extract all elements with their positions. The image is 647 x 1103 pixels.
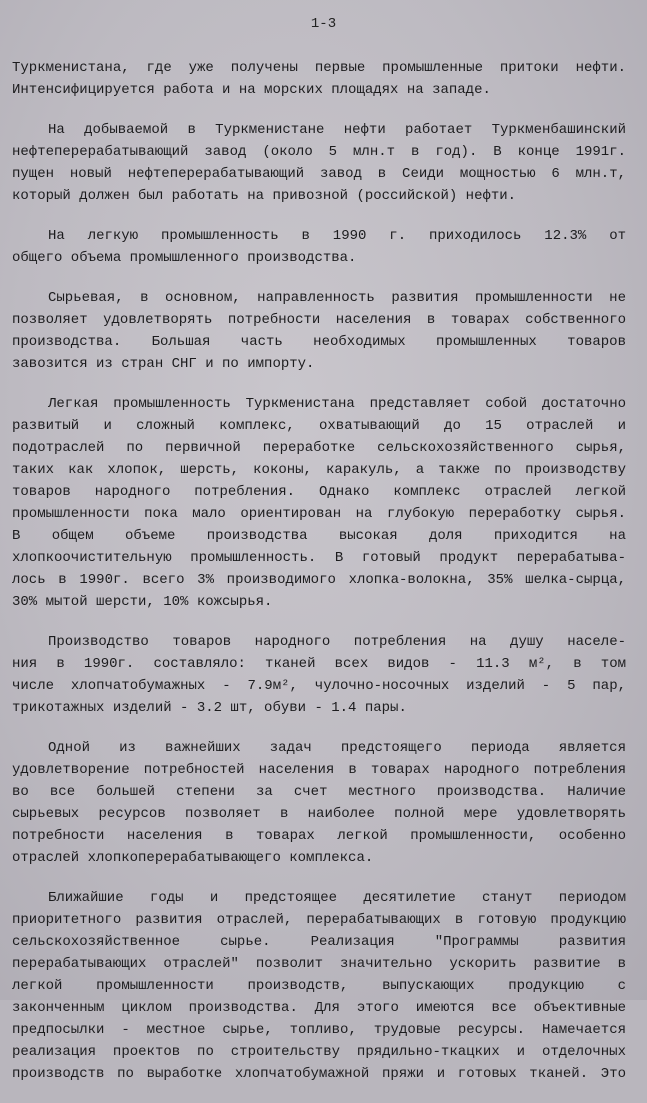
text-line: Производство товаров народного потребления на душу населе-: [48, 634, 626, 650]
text-line: предпосылки - местное сырье, топливо, трудовые ресурсы. Намечается: [12, 1022, 626, 1038]
text-line: потребности населения в товарах легкой промышленности, особенно: [12, 828, 626, 844]
paragraph: [12, 393, 626, 613]
text-line: во все большей степени за счет местного производства. Наличие: [12, 784, 626, 800]
text-line: ния в 1990г. составляло: тканей всех видов - 11.3 м², в том: [12, 656, 626, 672]
text-line: Ближайшие годы и предстоящее десятилетие станут периодом: [48, 890, 626, 906]
text-line: На легкую промышленность в 1990 г. приходилось 12.3% от: [48, 228, 626, 244]
text-line: легкой промышленности производств, выпускающих продукцию с: [12, 978, 626, 994]
text-line: Одной из важнейших задач предстоящего периода является: [48, 740, 626, 756]
text-line: Сырьевая, в основном, направленность развития промышленности не: [48, 290, 626, 306]
text-line: В общем объеме производства высокая доля приходится на: [12, 528, 626, 544]
text-line: сельскохозяйственное сырье. Реализация "Программы развития: [12, 934, 626, 950]
text-line: который должен был работать на привозной (российской) нефти.: [12, 188, 517, 204]
text-line: пущен новый нефтеперерабатывающий завод в Сеиди мощностью 6 млн.т,: [12, 166, 626, 182]
text-line: производств по выработке хлопчатобумажной пряжи и готовых тканей. Это: [12, 1066, 626, 1082]
paragraph: [12, 57, 626, 101]
text-line: товаров народного потребления. Однако комплекс отраслей легкой: [12, 484, 626, 500]
text-line: развитый и сложный комплекс, охватывающий до 15 отраслей и: [12, 418, 626, 434]
text-line: подотраслей по первичной переработке сельскохозяйственного сырья,: [12, 440, 626, 456]
text-line: перерабатывающих отраслей" позволит значительно ускорить развитие в: [12, 956, 626, 972]
text-line: отраслей хлопкоперерабатывающего комплекса.: [12, 850, 374, 866]
text-line: законченным циклом производства. Для этого имеются все объективные: [12, 1000, 626, 1016]
text-line: лось в 1990г. всего 3% производимого хлопка-волокна, 35% шелка-сырца,: [12, 572, 626, 588]
text-line: сырьевых ресурсов позволяет в наиболее полной мере удовлетворять: [12, 806, 626, 822]
text-line: нефтеперерабатывающий завод (около 5 млн.т в год). В конце 1991г.: [12, 144, 626, 160]
text-line: производства. Большая часть необходимых промышленных товаров: [12, 334, 626, 350]
text-line: удовлетворение потребностей населения в товарах народного потребления: [12, 762, 626, 778]
text-line: трикотажных изделий - 3.2 шт, обуви - 1.4 пары.: [12, 700, 407, 716]
paragraph: [12, 737, 626, 869]
paragraph: [12, 887, 626, 1085]
text-line: 30% мытой шерсти, 10% кожсырья.: [12, 594, 273, 610]
text-line: общего объема промышленного производства.: [12, 250, 357, 266]
paragraph: [12, 225, 626, 269]
paragraph: [12, 631, 626, 719]
text-line: приоритетного развития отраслей, перерабатывающих в готовую продукцию: [12, 912, 626, 928]
paragraph: [12, 287, 626, 375]
text-line: позволяет удовлетворять потребности населения в товарах собственного: [12, 312, 626, 328]
text-line: таких как хлопок, шерсть, коконы, каракуль, а также по производству: [12, 462, 626, 478]
text-line: На добываемой в Туркменистане нефти работает Туркменбашинский: [48, 122, 626, 138]
text-line: хлопкоочистительную промышленность. В готовый продукт перерабатыва-: [12, 550, 626, 566]
paragraph: [12, 119, 626, 207]
text-line: завозится из стран СНГ и по импорту.: [12, 356, 315, 372]
text-line: Легкая промышленность Туркменистана представляет собой достаточно: [48, 396, 626, 412]
text-line: числе хлопчатобумажных - 7.9м², чулочно-носочных изделий - 5 пар,: [12, 678, 626, 694]
text-line: промышленности пока мало ориентирован на глубокую переработку сырья.: [12, 506, 626, 522]
document-body: [12, 57, 626, 1103]
text-line: Интенсифицируется работа и на морских площадях на западе.: [12, 82, 491, 98]
page-number: 1-3: [310, 16, 337, 32]
text-line: Туркменистана, где уже получены первые промышленные притоки нефти.: [12, 60, 626, 76]
text-line: реализация проектов по строительству прядильно-ткацких и отделочных: [12, 1044, 626, 1060]
